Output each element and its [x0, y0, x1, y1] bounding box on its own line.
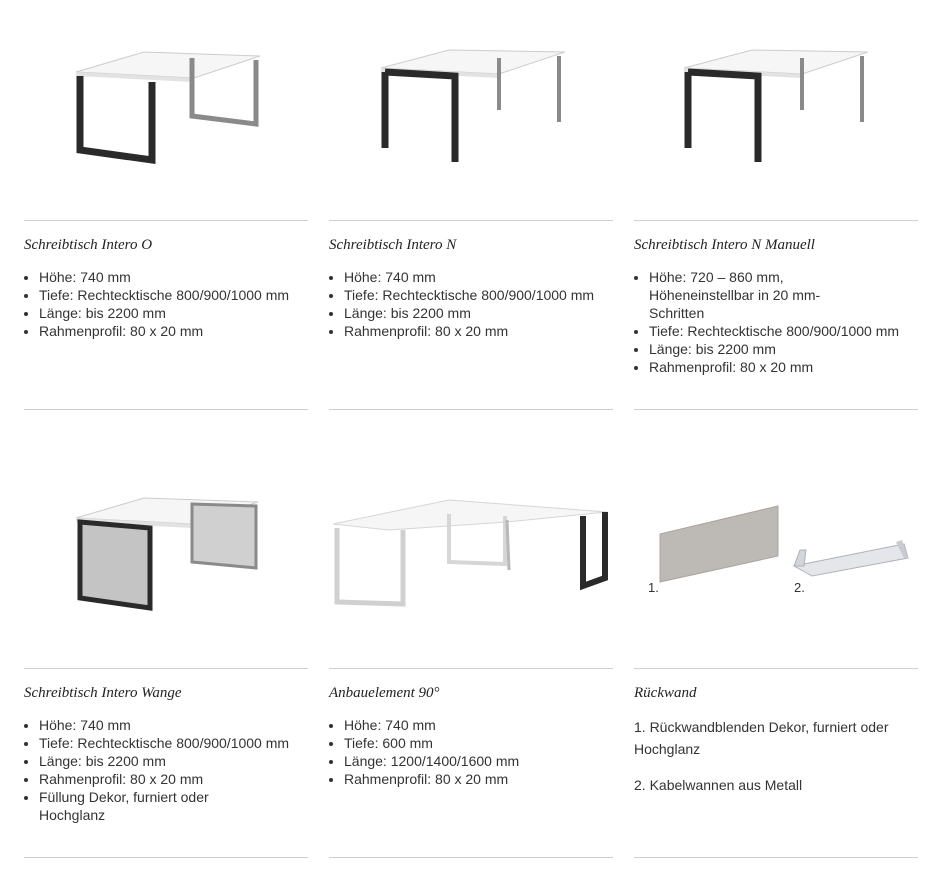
description-paragraph: 1. Rückwandblenden Dekor, furniert oder Hochglanz	[634, 719, 889, 757]
spec-item: • Länge: 1200/1400/1600 mm	[344, 752, 613, 770]
divider	[24, 409, 308, 410]
spec-item: • Höhe: 740 mm	[344, 716, 613, 734]
product-card-intero-o	[24, 10, 308, 340]
spec-item: • Rahmenprofil: 80 x 20 mm	[39, 322, 308, 340]
divider	[329, 857, 613, 858]
product-card-intero-n	[329, 10, 613, 340]
spec-item: • Rahmenprofil: 80 x 20 mm	[344, 770, 613, 788]
product-image-rueckwand	[634, 458, 918, 668]
divider	[329, 668, 613, 669]
spec-item: • Tiefe: Rechtecktische 800/900/1000 mm	[39, 734, 308, 752]
description-paragraph: 2. Kabelwannen aus Metall	[634, 777, 803, 793]
divider	[329, 220, 613, 221]
product-card-intero-n-manuell	[634, 10, 918, 376]
spec-list	[24, 268, 308, 340]
spec-item: • Höhe: 740 mm	[344, 268, 613, 286]
spec-item: • Tiefe: Rechtecktische 800/900/1000 mm	[39, 286, 308, 304]
spec-item: • Höhe: 740 mm	[39, 716, 308, 734]
divider	[634, 857, 918, 858]
spec-item: • Tiefe: 600 mm	[344, 734, 613, 752]
divider	[24, 668, 308, 669]
product-card-anbauelement	[329, 458, 613, 788]
spec-list	[329, 268, 613, 340]
divider	[634, 220, 918, 221]
spec-item: • Rahmenprofil: 80 x 20 mm	[344, 322, 613, 340]
product-title: Schreibtisch Intero N Manuell	[634, 237, 815, 253]
divider	[24, 857, 308, 858]
product-image-intero-o	[24, 10, 308, 220]
spec-item: • Länge: bis 2200 mm	[344, 304, 613, 322]
product-card-rueckwand	[634, 458, 918, 810]
image-label-1: 1.	[648, 580, 659, 595]
product-card-intero-wange	[24, 458, 308, 824]
product-title: Anbauelement 90°	[329, 685, 440, 701]
spec-item: • Rahmenprofil: 80 x 20 mm	[649, 358, 918, 376]
spec-item: • Länge: bis 2200 mm	[39, 752, 308, 770]
product-image-intero-n-manuell	[634, 10, 918, 220]
product-image-intero-n	[329, 10, 613, 220]
spec-item: • Höhe: 740 mm	[39, 268, 308, 286]
divider	[329, 409, 613, 410]
spec-item: • Tiefe: Rechtecktische 800/900/1000 mm	[649, 322, 918, 340]
spec-list	[634, 268, 918, 376]
spec-list	[329, 716, 613, 788]
product-title: Schreibtisch Intero O	[24, 237, 153, 253]
divider	[634, 668, 918, 669]
product-title: Schreibtisch Intero N	[329, 237, 457, 253]
image-label-2: 2.	[794, 580, 805, 595]
product-title: Schreibtisch Intero Wange	[24, 685, 182, 701]
spec-list	[24, 716, 308, 824]
spec-item: • Höhe: 720 – 860 mm, Höheneinstellbar in 20 mm-Schritten	[649, 268, 824, 322]
spec-item: • Rahmenprofil: 80 x 20 mm	[39, 770, 308, 788]
product-image-anbauelement	[329, 458, 613, 668]
product-image-intero-wange	[24, 458, 308, 668]
spec-item: • Tiefe: Rechtecktische 800/900/1000 mm	[344, 286, 613, 304]
divider	[24, 220, 308, 221]
spec-item: • Länge: bis 2200 mm	[649, 340, 918, 358]
product-title: Rückwand	[634, 685, 697, 701]
spec-item: • Füllung Dekor, furniert oder Hochglanz	[39, 788, 239, 824]
spec-item: • Länge: bis 2200 mm	[39, 304, 308, 322]
divider	[634, 409, 918, 410]
